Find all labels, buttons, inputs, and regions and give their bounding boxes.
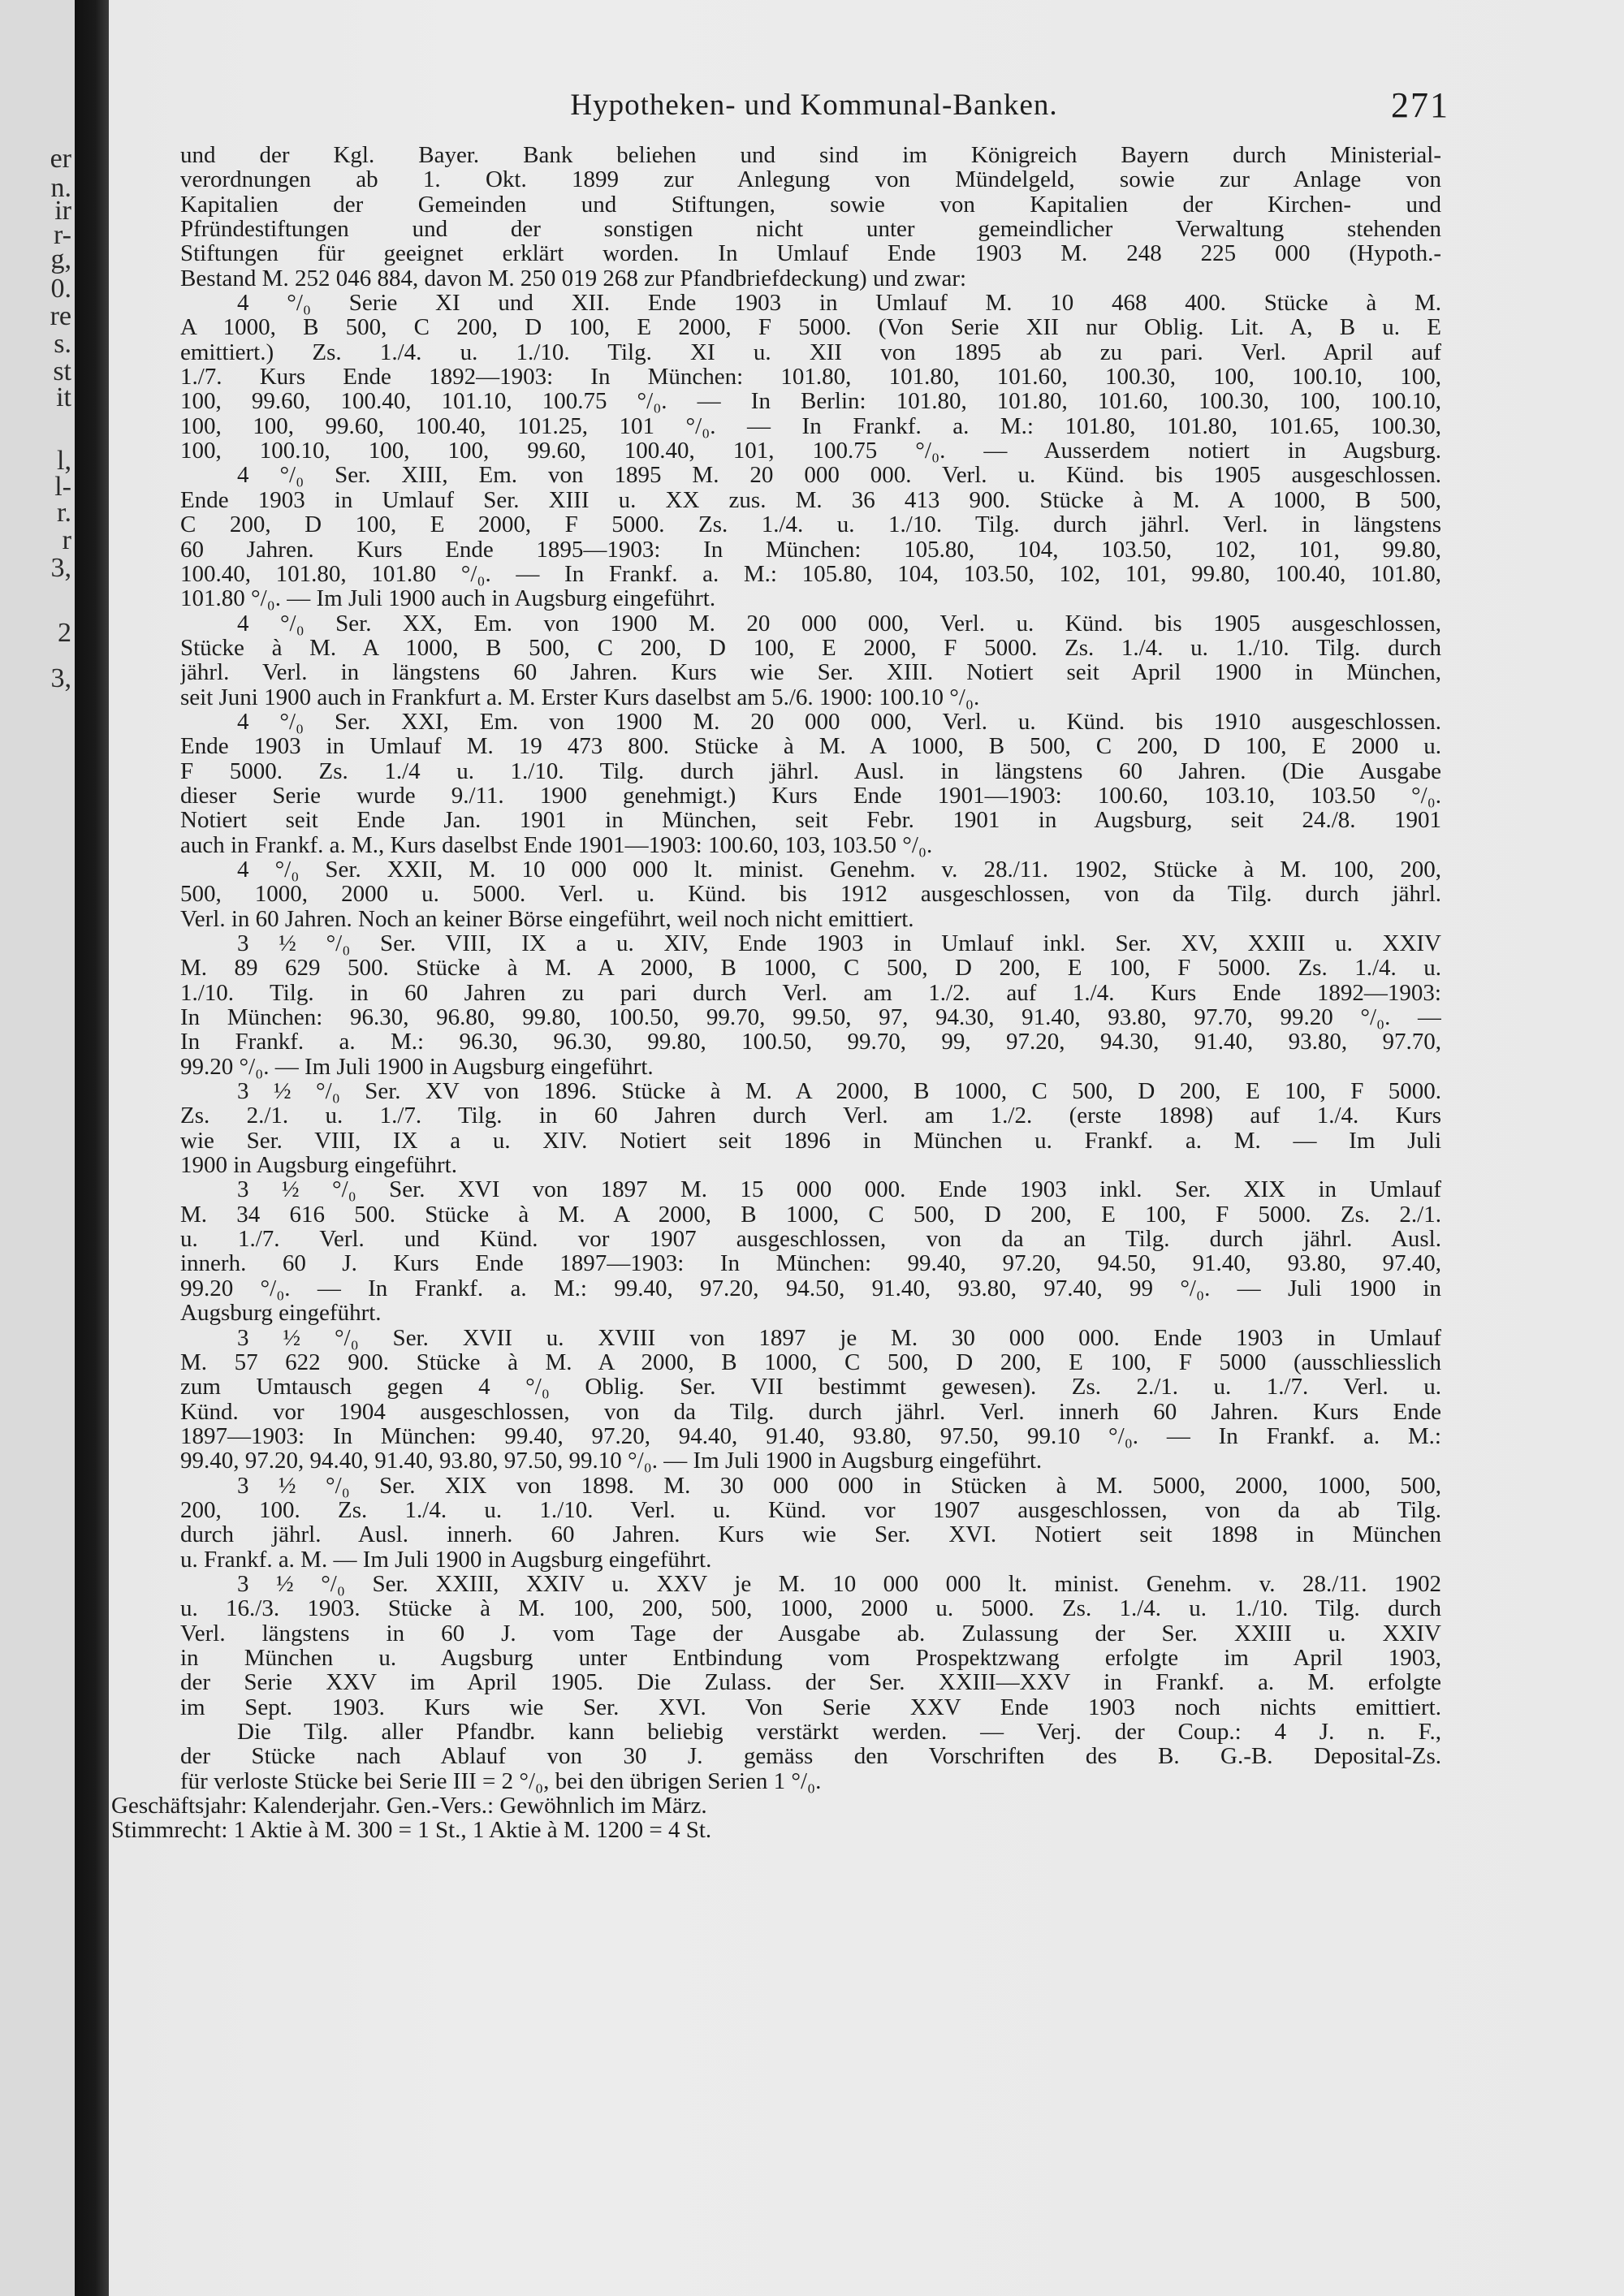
text-line: 3 ½ °/₀ Ser. XVII u. XVIII von 1897 je M. 30 000 000. Ende 1903 in Umlauf: [237, 1325, 1441, 1350]
text-line: F 5000. Zs. 1./4 u. 1./10. Tilg. durch jährl. Ausl. in längstens 60 Jahren. (Die Ausgabe: [180, 758, 1441, 783]
previous-page-fragment: n.: [50, 173, 71, 203]
text-line: 3 ½ °/₀ Ser. XVI von 1897 M. 15 000 000. Ende 1903 inkl. Ser. XIX in Umlauf: [237, 1177, 1441, 1202]
text-line: In Frankf. a. M.: 96.30, 96.30, 99.80, 100.50, 99.70, 99, 97.20, 94.30, 91.40, 93.80, 97.70,: [180, 1029, 1441, 1055]
text-line: 1897—1903: In München: 99.40, 97.20, 94.40, 91.40, 93.80, 97.50, 99.10 °/₀. — In Frankf. a. M.:: [180, 1423, 1441, 1449]
text-line: Die Tilg. aller Pfandbr. kann beliebig verstärkt werden. — Verj. der Coup.: 4 J. n. F.,: [237, 1720, 1441, 1745]
text-line: u. Frankf. a. M. — Im Juli 1900 in Augsburg eingeführt.: [180, 1547, 712, 1572]
text-line: 100.40, 101.80, 101.80 °/₀. — In Frankf. a. M.: 105.80, 104, 103.50, 102, 101, 99.80, 100.40, 101.80,: [180, 561, 1441, 587]
text-line: Ende 1903 in Umlauf Ser. XIII u. XX zus. M. 36 413 900. Stücke à M. A 1000, B 500,: [180, 487, 1441, 513]
text-line: der Serie XXV im April 1905. Die Zulass. der Ser. XXIII—XXV in Frankf. a. M. erfolgte: [180, 1670, 1441, 1695]
text-line: Ende 1903 in Umlauf M. 19 473 800. Stücke à M. A 1000, B 500, C 200, D 100, E 2000 u.: [180, 734, 1441, 759]
text-line: 1900 in Augsburg eingeführt.: [180, 1153, 457, 1178]
previous-page-fragment: 3,: [50, 553, 71, 583]
text-line: Stücke à M. A 1000, B 500, C 200, D 100, E 2000, F 5000. Zs. 1./4. u. 1./10. Tilg. durch: [180, 635, 1441, 661]
previous-page-fragment: ir: [54, 196, 71, 226]
previous-page-fragment: 3,: [50, 663, 71, 693]
previous-page-fragment: g,: [50, 244, 71, 274]
text-line: 3 ½ °/₀ Ser. XV von 1896. Stücke à M. A 2000, B 1000, C 500, D 200, E 100, F 5000.: [237, 1079, 1441, 1104]
text-line: 99.20 °/₀. — In Frankf. a. M.: 99.40, 97.20, 94.50, 91.40, 93.80, 97.40, 99 °/₀. — Juli 1900 in: [180, 1275, 1441, 1301]
text-line: wie Ser. VIII, IX a u. XIV. Notiert seit 1896 in München u. Frankf. a. M. — Im Juli: [180, 1128, 1441, 1154]
text-line: Kapitalien der Gemeinden und Stiftungen, sowie von Kapitalien der Kirchen- und: [180, 192, 1441, 218]
text-line: u. 1./7. Verl. und Künd. vor 1907 ausgeschlossen, von da an Tilg. durch jährl. Ausl.: [180, 1227, 1441, 1252]
previous-page-fragment: r-: [54, 220, 71, 250]
text-line: Notiert seit Ende Jan. 1901 in München, seit Febr. 1901 in Augsburg, seit 24./8. 1901: [180, 808, 1441, 833]
text-line: 100, 99.60, 100.40, 101.10, 100.75 °/₀. — In Berlin: 101.80, 101.80, 101.60, 100.30, 100, 100.10,: [180, 389, 1441, 414]
text-line: 500, 1000, 2000 u. 5000. Verl. u. Künd. bis 1912 ausgeschlossen, von da Tilg. durch jährl.: [180, 882, 1441, 907]
text-line: emittiert.) Zs. 1./4. u. 1./10. Tilg. XI u. XII von 1895 ab zu pari. Verl. April auf: [180, 339, 1441, 365]
text-line: u. 16./3. 1903. Stücke à M. 100, 200, 500, 1000, 2000 u. 5000. Zs. 1./4. u. 1./10. Tilg. durch: [180, 1596, 1441, 1621]
text-line: jährl. Verl. in längstens 60 Jahren. Kurs wie Ser. XIII. Notiert seit April 1900 in München,: [180, 660, 1441, 685]
text-line: Geschäftsjahr: Kalenderjahr. Gen.-Vers.: Gewöhnlich im März.: [111, 1793, 707, 1819]
text-line: Pfründestiftungen und der sonstigen nicht unter gemeindlicher Verwaltung stehenden: [180, 217, 1441, 242]
text-line: 3 ½ °/₀ Ser. VIII, IX a u. XIV, Ende 1903 in Umlauf inkl. Ser. XV, XXIII u. XXIV: [237, 931, 1441, 956]
text-line: 4 °/₀ Ser. XXI, Em. von 1900 M. 20 000 000, Verl. u. Künd. bis 1910 ausgeschlossen.: [237, 709, 1441, 735]
text-line: Stimmrecht: 1 Aktie à M. 300 = 1 St., 1 Aktie à M. 1200 = 4 St.: [111, 1818, 712, 1843]
text-line: seit Juni 1900 auch in Frankfurt a. M. Erster Kurs daselbst am 5./6. 1900: 100.10 °/₀.: [180, 684, 980, 710]
text-line: C 200, D 100, E 2000, F 5000. Zs. 1./4. u. 1./10. Tilg. durch jährl. Verl. in längstens: [180, 512, 1441, 537]
text-line: 100, 100, 99.60, 100.40, 101.25, 101 °/₀. — In Frankf. a. M.: 101.80, 101.80, 101.65, 100.30,: [180, 413, 1441, 439]
text-line: 200, 100. Zs. 1./4. u. 1./10. Verl. u. Künd. vor 1907 ausgeschlossen, von da ab Tilg.: [180, 1497, 1441, 1523]
page-number: 271: [1391, 85, 1449, 125]
text-line: 4 °/₀ Ser. XIII, Em. von 1895 M. 20 000 000. Verl. u. Künd. bis 1905 ausgeschlossen.: [237, 463, 1441, 488]
body-text: [111, 143, 1441, 1843]
text-line: 4 °/₀ Ser. XXII, M. 10 000 000 lt. minist. Genehm. v. 28./11. 1902, Stücke à M. 100, 200,: [237, 857, 1441, 883]
text-line: auch in Frankf. a. M., Kurs daselbst Ende 1901—1903: 100.60, 103, 103.50 °/₀.: [180, 832, 933, 857]
text-line: 101.80 °/₀. — Im Juli 1900 auch in Augsburg eingeführt.: [180, 586, 716, 611]
previous-page-fragment: it: [56, 382, 71, 412]
previous-page-fragment: er: [50, 144, 71, 174]
previous-page-fragment: st: [53, 356, 71, 386]
previous-page-fragment: l,: [57, 446, 71, 476]
text-line: A 1000, B 500, C 200, D 100, E 2000, F 5000. (Von Serie XII nur Oblig. Lit. A, B u. E: [180, 315, 1441, 340]
text-line: verordnungen ab 1. Okt. 1899 zur Anlegung von Mündelgeld, sowie zur Anlage von: [180, 167, 1441, 192]
previous-page-fragment: s.: [54, 329, 71, 359]
text-line: für verloste Stücke bei Serie III = 2 °/₀, bei den übrigen Serien 1 °/₀.: [180, 1768, 822, 1794]
running-head: Hypotheken- und Kommunal-Banken.: [570, 88, 1058, 122]
text-line: 1./7. Kurs Ende 1892—1903: In München: 101.80, 101.80, 101.60, 100.30, 100, 100.10, 100,: [180, 365, 1441, 390]
previous-page-fragment: 2: [58, 618, 71, 648]
text-line: zum Umtausch gegen 4 °/₀ Oblig. Ser. VII bestimmt gewesen). Zs. 2./1. u. 1./7. Verl. u.: [180, 1375, 1441, 1400]
text-line: 99.40, 97.20, 94.40, 91.40, 93.80, 97.50, 99.10 °/₀. — Im Juli 1900 in Augsburg eingeführt.: [180, 1448, 1043, 1474]
text-line: 3 ½ °/₀ Ser. XXIII, XXIV u. XXV je M. 10 000 000 lt. minist. Genehm. v. 28./11. 1902: [237, 1571, 1441, 1597]
text-line: In München: 96.30, 96.80, 99.80, 100.50, 99.70, 99.50, 97, 94.30, 91.40, 93.80, 97.70, 99.20 °/₀. —: [180, 1005, 1441, 1030]
text-line: innerh. 60 J. Kurs Ende 1897—1903: In München: 99.40, 97.20, 94.50, 91.40, 93.80, 97.40,: [180, 1251, 1441, 1276]
text-line: dieser Serie wurde 9./11. 1900 genehmigt.) Kurs Ende 1901—1903: 100.60, 103.10, 103.50 °/₀.: [180, 783, 1441, 809]
text-line: 99.20 °/₀. — Im Juli 1900 in Augsburg eingeführt.: [180, 1054, 654, 1080]
previous-page-fragment: r.: [57, 498, 71, 528]
text-line: in München u. Augsburg unter Entbindung vom Prospektzwang erfolgte im April 1903,: [180, 1645, 1441, 1671]
previous-page-margin: [0, 0, 75, 2296]
text-line: der Stücke nach Ablauf von 30 J. gemäss den Vorschriften des B. G.-B. Deposital-Zs.: [180, 1744, 1441, 1769]
text-line: im Sept. 1903. Kurs wie Ser. XVI. Von Serie XXV Ende 1903 noch nichts emittiert.: [180, 1694, 1441, 1720]
text-line: und der Kgl. Bayer. Bank beliehen und sind im Königreich Bayern durch Ministerial-: [180, 143, 1441, 168]
text-line: Zs. 2./1. u. 1./7. Tilg. in 60 Jahren durch Verl. am 1./2. (erste 1898) auf 1./4. Kurs: [180, 1103, 1441, 1129]
previous-page-fragment: re: [50, 301, 71, 331]
text-line: Verl. längstens in 60 J. vom Tage der Ausgabe ab. Zulassung der Ser. XXIII u. XXIV: [180, 1621, 1441, 1646]
text-line: Künd. vor 1904 ausgeschlossen, von da Tilg. durch jährl. Verl. innerh 60 Jahren. Kurs Ende: [180, 1399, 1441, 1424]
text-line: Augsburg eingeführt.: [180, 1301, 382, 1326]
previous-page-fragment: 0.: [50, 274, 71, 304]
previous-page-fragment: r: [62, 525, 71, 555]
text-line: 60 Jahren. Kurs Ende 1895—1903: In München: 105.80, 104, 103.50, 102, 101, 99.80,: [180, 537, 1441, 562]
text-line: Stiftungen für geeignet erklärt worden. In Umlauf Ende 1903 M. 248 225 000 (Hypoth.-: [180, 241, 1441, 266]
text-line: M. 34 616 500. Stücke à M. A 2000, B 1000, C 500, D 200, E 100, F 5000. Zs. 2./1.: [180, 1202, 1441, 1228]
text-line: M. 57 622 900. Stücke à M. A 2000, B 1000, C 500, D 200, E 100, F 5000 (ausschliesslich: [180, 1349, 1441, 1375]
text-line: M. 89 629 500. Stücke à M. A 2000, B 1000, C 500, D 200, E 100, F 5000. Zs. 1./4. u.: [180, 956, 1441, 981]
text-line: Bestand M. 252 046 884, davon M. 250 019 268 zur Pfandbriefdeckung) und zwar:: [180, 265, 967, 291]
text-line: durch jährl. Ausl. innerh. 60 Jahren. Kurs wie Ser. XVI. Notiert seit 1898 in München: [180, 1522, 1441, 1547]
text-line: 3 ½ °/₀ Ser. XIX von 1898. M. 30 000 000 in Stücken à M. 5000, 2000, 1000, 500,: [237, 1473, 1441, 1498]
text-line: 4 °/₀ Serie XI und XII. Ende 1903 in Umlauf M. 10 468 400. Stücke à M.: [237, 291, 1441, 316]
book-gutter: [75, 0, 109, 2296]
text-line: 1./10. Tilg. in 60 Jahren zu pari durch Verl. am 1./2. auf 1./4. Kurs Ende 1892—1903:: [180, 980, 1441, 1006]
text-line: Verl. in 60 Jahren. Noch an keiner Börse eingeführt, weil noch nicht emittiert.: [180, 906, 914, 931]
previous-page-fragment: l-: [54, 472, 71, 502]
text-line: 100, 100.10, 100, 100, 99.60, 100.40, 101, 100.75 °/₀. — Ausserdem notiert in Augsburg.: [180, 438, 1441, 464]
page-header: [179, 81, 1449, 130]
text-line: 4 °/₀ Ser. XX, Em. von 1900 M. 20 000 000, Verl. u. Künd. bis 1905 ausgeschlossen,: [237, 611, 1441, 636]
